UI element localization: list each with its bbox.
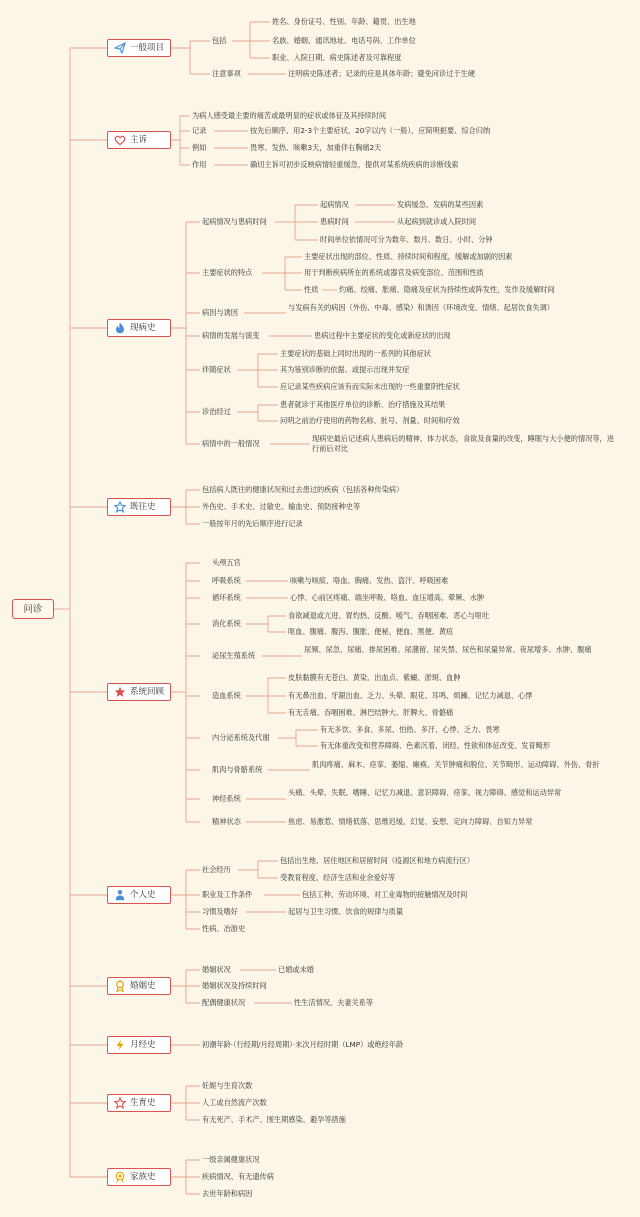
item-text: 患病过程中主要症状的变化或新症状的出现 (314, 331, 451, 340)
item-text: 人工或自然流产次数 (202, 1098, 267, 1107)
item-label: 性质 (304, 285, 319, 294)
item-text: 呕血、腹痛、腹泻、腹胀、便秘、便血、黑便、黄疸 (288, 627, 454, 636)
paper-plane-icon (114, 42, 126, 54)
sub-musculoskeletal: 肌肉与骨骼系统 (212, 765, 263, 774)
sub-mental: 精神状态 (212, 817, 241, 826)
item-text: 包括病人既往的健康状况和过去患过的疾病（包括各种传染病） (202, 485, 404, 494)
item-text: 用于判断疾病所在的系统或器官及病变部位、范围和性质 (304, 268, 484, 277)
node-label: 既往史 (130, 502, 156, 512)
sub-urogenital: 泌尿生殖系统 (212, 651, 256, 660)
sub-development: 病情的发展与演变 (202, 331, 260, 340)
sub-spouse: 配偶健康状况 (202, 998, 246, 1007)
item-text: 确切主诉可初步反映病情轻重缓急，提供对某系统疾病的诊断线索 (250, 160, 459, 169)
sub-cause: 病因与诱因 (202, 308, 238, 317)
sub-respiratory: 呼吸系统 (212, 576, 241, 585)
item-text: 起居与卫生习惯、饮食的规律与质量 (288, 907, 404, 916)
node-family-history[interactable] (107, 1168, 171, 1186)
node-label: 月经史 (130, 1040, 156, 1050)
item-text: 有无舌痛、吞咽困难、淋巴结肿大、肝脾大、骨骼痛 (288, 708, 454, 717)
item-text: 包括工种、劳动环境、对工业毒物的接触情况及时间 (302, 890, 468, 899)
item-text: 从起病到就诊或入院时间 (397, 217, 477, 226)
item-text: 与发病有关的病因（外伤、中毒、感染）和诱因（环境改变、情绪、起居饮食失调） (288, 303, 554, 312)
sub-endocrine: 内分泌系统及代谢 (212, 733, 270, 742)
item-text: 有无死产、手术产、围生期感染、避孕等措施 (202, 1115, 346, 1124)
item-text: 有无多饮、多食、多尿、怕热、多汗、心悸、乏力、畏寒 (320, 725, 500, 734)
item-text: 尿频、尿急、尿痛、排尿困难、尿潴留、尿失禁、尿色和尿量异常、夜尿增多、水肿、腹痛 (304, 645, 592, 654)
item-text: 性病、冶游史 (202, 924, 246, 933)
node-label: 系统回顾 (130, 687, 165, 697)
item-text: 有无体重改变和营养障碍、色素沉着、闭经、性欲和体征改变、发育畸形 (320, 741, 551, 750)
item-text: 主要症状的基础上同时出现的一系列的其他症状 (280, 349, 431, 358)
label-notes: 注意事项 (212, 69, 241, 78)
node-present-illness[interactable] (107, 319, 171, 337)
item-label: 患病时间 (320, 217, 349, 226)
sub-habits: 习惯及嗜好 (202, 907, 238, 916)
item-label: 起病情况 (320, 200, 349, 209)
item-text: 发病缓急、发病的某些因素 (397, 200, 484, 209)
sub-onset: 起病情况与患病时间 (202, 217, 267, 226)
item-text: 按先后顺序、用2-3个主要症状，20字以内（一般），应简明扼要、综合归纳 (250, 126, 491, 135)
root-node[interactable]: 问诊 (12, 599, 54, 619)
sub-accompanying: 伴随症状 (202, 365, 231, 374)
item-text: 有无鼻出血、牙龈出血、乏力、头晕、眼花、耳鸣、烦躁、记忆力减退、心悸 (288, 691, 533, 700)
item-text: 包括出生地、居住地区和居留时间（疫源区和地方病流行区） (280, 856, 475, 865)
node-label: 婚姻史 (130, 981, 156, 991)
item-text: 已婚或未婚 (278, 965, 314, 974)
item-text: 其为鉴别诊断的依据、或提示出现并发症 (280, 365, 410, 374)
item-text: 肌肉疼痛、麻木、痉挛、萎缩、瘫痪、关节肿痛和脱位、关节畸形、运动障碍、外伤、骨折 (312, 760, 600, 769)
lightning-icon (114, 1039, 126, 1051)
item-text: 职业、入院日期、病史陈述者及可靠程度 (272, 53, 402, 62)
sub-main-symptoms: 主要症状的特点 (202, 268, 253, 277)
star-filled-icon (114, 686, 126, 698)
ribbon-icon (114, 980, 126, 992)
node-chief-complaint[interactable] (107, 131, 171, 149)
node-marital-history[interactable] (107, 977, 171, 995)
item-text: 名族、婚姻、通讯地址、电话号码、工作单位 (272, 36, 416, 45)
node-label: 生育史 (130, 1098, 156, 1108)
label-example: 例如 (192, 143, 207, 152)
sub-circulatory: 循环系统 (212, 593, 241, 602)
item-text: 患者就诊于其他医疗单位的诊断、治疗措施及其结果 (280, 400, 446, 409)
item-text: 心悸、心前区疼痛、端坐呼吸、咯血、血压增高、晕厥、水肿 (290, 593, 485, 602)
item-text: 姓名、身份证号、性别、年龄、籍贯、出生地 (272, 17, 416, 26)
item-text: 外伤史、手术史、过敏史、输血史、预防接种史等 (202, 502, 361, 511)
badge-icon (114, 1171, 126, 1183)
item-text: 焦虑、易激惹、情绪低落、思维迟缓、幻觉、妄想、定向力障碍、自知力异常 (288, 817, 533, 826)
item-text: 妊娠与生育次数 (202, 1081, 253, 1090)
item-text: 初潮年龄·（行经期/月经周期）·末次月经时期（LMP）或绝经年龄 (202, 1040, 404, 1049)
item-text: 为病人感受最主要的痛苦或最明显的症状或体征及其持续时间 (192, 111, 387, 120)
node-general-items[interactable] (107, 39, 171, 57)
node-menstrual-history[interactable] (107, 1036, 171, 1054)
sub-treatment: 诊治经过 (202, 407, 231, 416)
item-text: 现病史最后记述病人患病后的精神、体力状态，食欲及食量的改变，睡眠与大小便的情况等，进行前后对比 (312, 434, 614, 453)
heart-icon (114, 134, 126, 146)
label-include: 包括 (212, 36, 227, 45)
item-text: 性生活情况、夫妻关系等 (294, 998, 374, 1007)
node-system-review[interactable] (107, 683, 171, 701)
node-label: 现病史 (130, 323, 156, 333)
star-outline-icon (114, 1097, 126, 1109)
item-text: 应记录某些疾病应该有而实际未出现的一些重要阴性症状 (280, 382, 460, 391)
item-text: 咳嗽与咳痰、咯血、胸痛、发热、盗汗、呼吸困难 (290, 576, 449, 585)
item-text: 问明之前治疗使用的药物名称、批号、剂量、时间和疗效 (280, 416, 460, 425)
sub-hematopoietic: 造血系统 (212, 691, 241, 700)
item-text: 食欲减退或亢进、胃灼热、反酸、嗳气、吞咽困难、恶心与呕吐 (288, 611, 490, 620)
item-text: 灼痛、绞痛、胀痛、隐痛及症状为持续性或阵发性，发作及缓解时间 (339, 285, 555, 294)
item-text: 主要症状出现的部位、性质、持续时间和程度，缓解或加剧的因素 (304, 252, 513, 261)
label-function: 作用 (192, 160, 207, 169)
sub-general: 病情中的一般情况 (202, 439, 260, 448)
label-record: 记录 (192, 126, 207, 135)
flame-icon (114, 322, 126, 334)
item-text: 畏寒、发热、咳嗽3天，加重伴右胸痛2天 (250, 143, 382, 152)
node-label: 个人史 (130, 890, 156, 900)
node-label: 家族史 (130, 1172, 156, 1182)
node-label: 主诉 (130, 135, 148, 145)
node-label: 一般项目 (130, 43, 165, 53)
sub-digestive: 消化系统 (212, 619, 241, 628)
node-past-history[interactable] (107, 498, 171, 516)
sub-head: 头颅五官 (212, 558, 241, 567)
item-text: 注明病史陈述者；记录的应是具体年龄；避免问诊过于生硬 (288, 69, 475, 78)
sub-social: 社会经历 (202, 865, 231, 874)
person-icon (114, 889, 126, 901)
item-text: 皮肤黏膜有无苍白、黄染、出血点、紫癜、淤斑、血肿 (288, 673, 461, 682)
sub-marital-status: 婚姻状况 (202, 965, 231, 974)
item-text: 头痛、头晕、失眠、嗜睡、记忆力减退、意识障碍、痉挛、视力障碍、感觉和运动异常 (288, 788, 562, 797)
star-outline-icon (114, 501, 126, 513)
item-text: 时间单位依情况可分为数年、数月、数日、小时、分钟 (320, 235, 493, 244)
item-text: 一般按年月的先后顺序进行记录 (202, 519, 303, 528)
sub-nervous: 神经系统 (212, 794, 241, 803)
item-text: 去世年龄和病因 (202, 1189, 253, 1198)
item-text: 一级亲属健康状况 (202, 1155, 260, 1164)
node-personal-history[interactable] (107, 886, 171, 904)
item-text: 婚姻状况及持续时间 (202, 981, 267, 990)
item-text: 疾病情况、有无遗传病 (202, 1172, 274, 1181)
node-childbearing-history[interactable] (107, 1094, 171, 1112)
item-text: 受教育程度、经济生活和业余爱好等 (280, 873, 396, 882)
sub-occupation: 职业及工作条件 (202, 890, 253, 899)
